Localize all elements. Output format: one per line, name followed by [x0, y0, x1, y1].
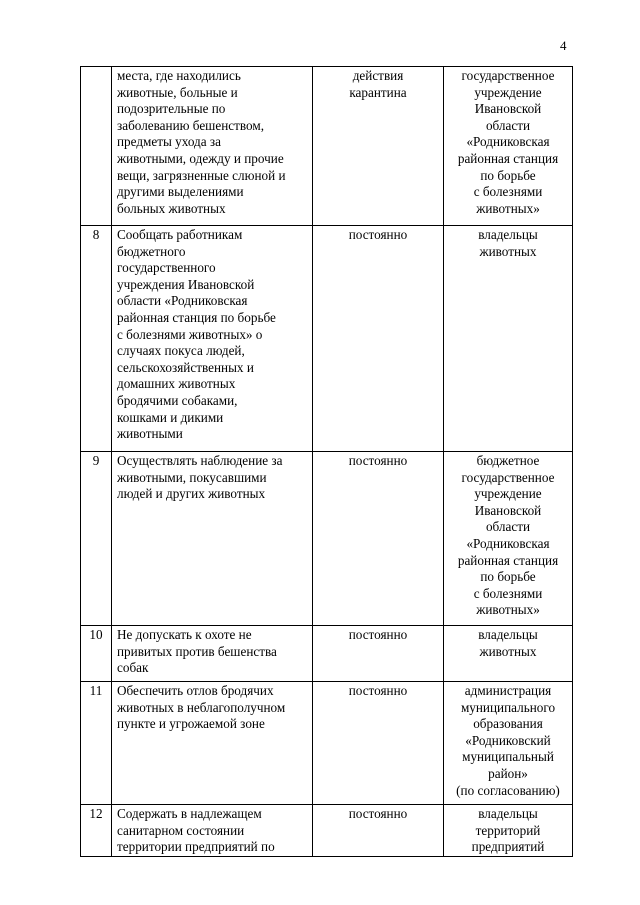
table-row — [81, 626, 573, 682]
responsible-cell: владельцы животных — [444, 626, 573, 682]
responsible-cell: администрация муниципального образования «Родниковский муниципальный район» (по согласованию) — [444, 682, 573, 805]
term-cell: постоянно — [313, 226, 444, 452]
measures-table — [80, 66, 573, 857]
responsible-cell: владельцы животных — [444, 226, 573, 452]
responsible-cell: бюджетное государственное учреждение Ивановской области «Родниковская районная станция по борьбе с болезнями животных» — [444, 452, 573, 626]
term-cell: постоянно — [313, 682, 444, 805]
table-row — [81, 67, 573, 226]
table-row — [81, 805, 573, 857]
action-cell: Сообщать работникам бюджетного государственного учреждения Ивановской области «Родниковская районная станция по борьбе с болезнями животных» о случаях покуса людей, сельскохозяйственных и домашних животных бродячими собаками, кошками и дикими животными — [112, 226, 313, 452]
action-cell: Не допускать к охоте не привитых против бешенства собак — [112, 626, 313, 682]
table-row — [81, 226, 573, 452]
action-cell: Осуществлять наблюдение за животными, покусавшими людей и других животных — [112, 452, 313, 626]
page-number: 4 — [560, 38, 567, 53]
term-cell: постоянно — [313, 452, 444, 626]
row-number: 8 — [81, 226, 112, 452]
term-cell: постоянно — [313, 626, 444, 682]
row-number: 12 — [81, 805, 112, 857]
row-number: 10 — [81, 626, 112, 682]
term-cell: действия карантина — [313, 67, 444, 226]
term-cell: постоянно — [313, 805, 444, 857]
action-cell: Содержать в надлежащем санитарном состоянии территории предприятий по — [112, 805, 313, 857]
responsible-cell: владельцы территорий предприятий — [444, 805, 573, 857]
responsible-cell: государственное учреждение Ивановской области «Родниковская районная станция по борьбе с болезнями животных» — [444, 67, 573, 226]
action-cell: места, где находились животные, больные и подозрительные по заболеванию бешенством, предметы ухода за животными, одежду и прочие вещи, загрязненные слюной и другими выделениями больных животных — [112, 67, 313, 226]
row-number — [81, 67, 112, 226]
row-number: 11 — [81, 682, 112, 805]
action-cell: Обеспечить отлов бродячих животных в неблагополучном пункте и угрожаемой зоне — [112, 682, 313, 805]
table-row — [81, 682, 573, 805]
row-number: 9 — [81, 452, 112, 626]
table-row — [81, 452, 573, 626]
